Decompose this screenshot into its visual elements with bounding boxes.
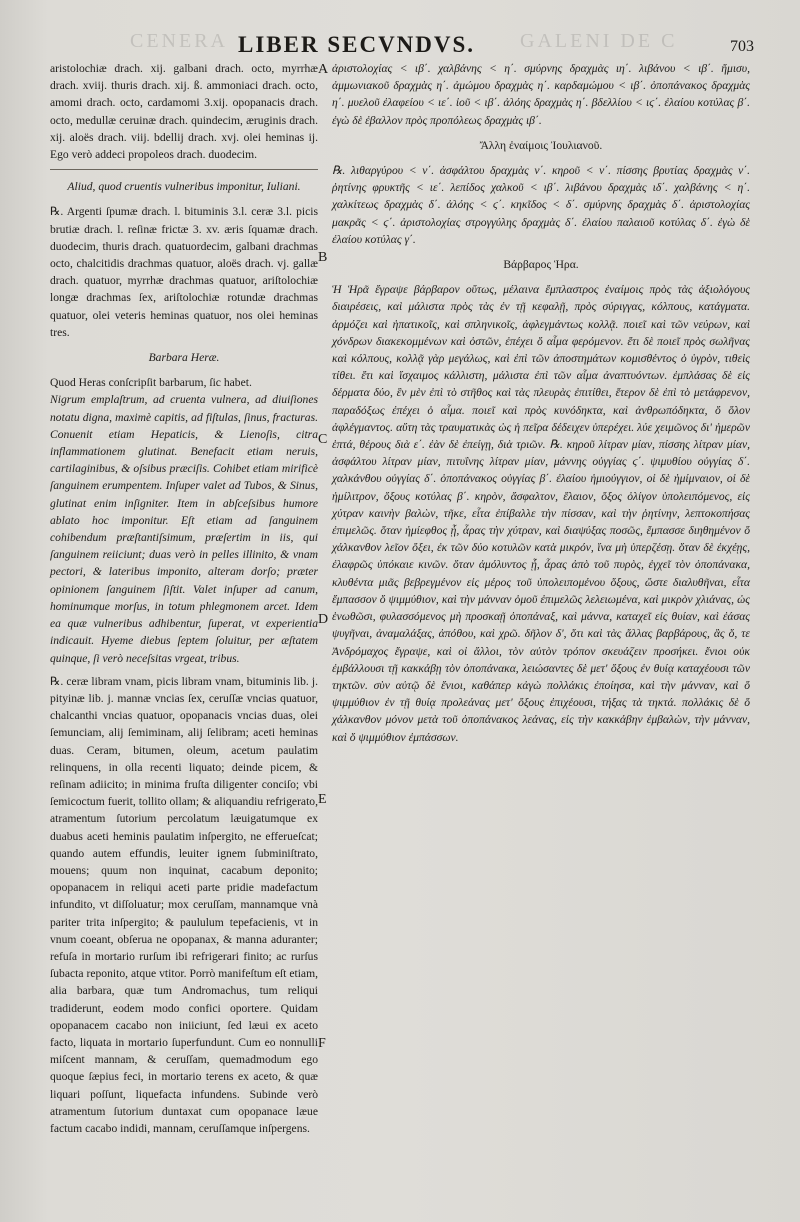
greek-section-title-3: Βάρβαρος Ἡρα.: [503, 258, 579, 272]
greek-section-title-2: Ἄλλη ἐναίμοις Ἰουλιανοῦ.: [479, 138, 603, 152]
greek-paragraph-1: ἀριστολοχίας < ιβ΄. χαλβάνης < η΄. σμύρνης δραχμὰς ιη΄. λιβάνου < ιβ΄. ἥμισυ, ἀμμωνιακοῦ δραχμὰς η΄. ἀμώμου δραχμὰς η΄. καρδαμώμου < ιβ΄. ὀποπάνακος δραχμὰς η΄. μυελοῦ ἐλαφείου < ιε΄. ἰοῦ < ιβ΄. ἀλόης δραχμὰς η΄. βδελλίου < ιϛ΄. ἐλαίου κοτύλας β΄. ἐγὼ δὲ ἐβαλλον πρὸς προπόλεως δραχμὰς ιβ΄.: [332, 62, 750, 127]
margin-marker-f: F: [318, 1036, 326, 1051]
latin-section-title-2: Aliud, quod cruentis vulneribus imponitur, Iuliani.: [67, 180, 301, 194]
greek-column: [332, 60, 750, 752]
page-number: 703: [730, 38, 754, 55]
margin-marker-d: D: [318, 612, 329, 627]
bleed-through-text-left: CENERA: [130, 30, 228, 52]
margin-marker-a: A: [318, 62, 329, 77]
margin-marker-c: C: [318, 432, 328, 447]
greek-paragraph-2: ℞. λιθαργύρου < ν΄. ἀσφάλτου δραχμὰς ν΄. κηροῦ < ν΄. πίσσης βρυτίας δραχμὰς ν΄. ῥητίνης φρυκτῆς < ιε΄. λεπίδος χαλκοῦ < ιβ΄. λιβάνου δραχμὰς ιδ΄. χαλβάνης < η΄. χαλκίτεως δραχμὰς δ΄. ἀλόης < ϛ΄. κηκῖδος < δ΄. σμύρνης δραχμὰς δ΄. ἀριστολοχίας μακρᾶς < ϛ΄. ἀριστολοχίας στρογγύλης δραχμὰς δ΄. ἐλαίου παλαιοῦ κοτύλας δ΄. ἐγὼ δὲ ἐλαίου κοτύλας γ΄.: [332, 164, 750, 246]
greek-paragraph-3: Ἡ Ἡρᾶ ἔγραψε βάρβαρον οὕτως, μέλαινα ἔμπλαστρος ἐναίμοις πρὸς τὰς ἀξιολόγους διαιρέσεις, καὶ μάλιστα πρὸς τὰς ἐν τῇ κεφαλῇ, πρὸς σύριγγας, κόλπους, κατάγματα. ἁρμόζει καὶ ἡπατικοῖς, καὶ σπληνικοῖς, ἀφλεγμάντως κολλᾷ. ποιεῖ καὶ τῶν νεύρων, καὶ χόνδρων διακεκομμένων καὶ ὀστῶν, ἐπέχει ὅ αἷμα φερόμενον. ἔτι δὲ ποιεῖ πρὸς σωλῆνας καὶ κόλπους, κολλᾷ γὰρ μεγάλως, καὶ ἐπὶ τῶν ἀποστημάτων κομισθέντος ὁ ὑγρὸν, τιθεὶς τίθει. ἔτι καὶ ἴσχαιμος κάλλιστη, μάλιστα ἐπὶ τῶν αἷμα ἀναπτυόντων. ἐμπλάσας δὲ εἰς δέρματα δύο, ἓν μὲν ἐπὶ τὸ στῆθος καὶ τὰς πλευρὰς ἐπιτίθει, ἕτερον δὲ ἐπὶ τὸ μετάφρενον, παραδόξως ἐπέχει ὁ αἷμα. ποιεῖ καὶ πρὸς κυνόδηκτα, καὶ ἀνθρωπόδηκτα, ὅ ὅλον ἀφλέγμαντος. αὕτη τὰς τραυματικὰς ὡς ἡ πεῖρα δέδειχεν ὑπερέχει. λύε χειμῶνος δι' ἡμερῶν ἑπτά, θέρους διὰ ε΄. ἐὰν δὲ ἐπείγῃ, διὰ τριῶν. ℞. κηροῦ λίτραν μίαν, πίσσης λίτραν μίαν, ἀσφάλτου λίτραν μίαν, πιτυΐνης λίτραν μίαν, μάννης οὐγγίας ϛ΄. ψιμυθίου οὐγγίας δ΄. χαλκάνθου οὐγγίας δ΄. ὀποπάνακος οὐγγίας β΄. ἐλαίου ἡμιούγγιον, οἱ δὲ ἡμίμναιον, οἱ δὲ ἡμίλιτρον, ὄξους κοτύλας β΄. κηρὸν, ἄσφαλτον, ἔλαιον, ὄξος ὀλίγον ὑπολειπόμενος, εἰς χύτραν καινὴν βαλὼν, τῆκε, εἶτα ἐπίβαλλε τὴν πίσσαν, καὶ τὴν ῥητίνην, λεπτοκοπήσας ἐπιμελῶς. ὅταν ἡμίεφθος ᾖ, ἆρας τὴν χύτραν, καὶ διαψύξας ποσῶς, ἔμπασσε διηθημένον ὅ χάλκανθον λεῖον ὄξει, ἐκ τῶν δύο κοτυλῶν κατὰ μικρόν, ἵνα μὴ ὑπερζέσῃ. ὅταν δὲ ἐκχέῃς, ἐλαφρῶς ὑπόκαιε κινῶν. ὅταν ἀμόλυντος ᾖ, ἆρας ἀπὸ τοῦ πυρὸς, ἐγχεῖ τὸν ὀποπάνακα, κλυθέντα μιᾶς βεβρεγμένον εἰς μέρος τοῦ ὑπολειπομένου ὄξους, ὥστε διαλυθῆναι, εἶτα ἔμπασσον ὅ ψιμμύθιον, καὶ τὴν μάνναν ὁμοῦ ἐπιμελῶς λελειωμένα, καὶ μικρὸν χλιάνας, ὡς ἑνωθῶσι, φυλασσόμενος μὴ προσκαῇ ὀποπάναξ, καὶ μάννα, καταχεῖ εἰς θυίαν, καὶ ἐάσας ψυγῆναι, ἀναμαλάξας, ἀπόθου, καὶ χρῶ. δῆλον δ', ὅτι καὶ τὰς ἄλλας βαρβάρους, ἃς ὅ, τε Ἀνδρόμαχος ἔγραψε, καὶ οἱ ἄλλοι, τὸν αὐτὸν τρόπον σκευάζειν προσήκει. ἔνιοι οὐκ ἐμβάλλουσι τῇ κακκάβῃ τὸν ὀποπάνακα, λειώσαντες δὲ μετ' ὄξους ἐν θυίᾳ καταχέουσι τῶν τηκτῶν. σὺν αὐτῷ δὲ ἔνιοι, καθάπερ κἀγὼ πολλάκις ἐποίησα, καὶ τὴν μάνναν, καὶ ὅ ψιμμύθιον ἐν τῇ θυίᾳ προλεάνας μετ' ὄξους ἐπιχέουσι, τήξας τὰ τηκτά. πολλάκις δὲ ὅ χάλκανθον μόνον μετὰ τοῦ ὀποπάνακος λεάνας, εἰς τὴν κακκάβην ἐμβαλὼν, τὴν μάνναν, καὶ ὅ ψιμμύθιον ἐμπάσσων.: [332, 283, 750, 744]
latin-column: [50, 60, 318, 1143]
latin-paragraph-3b: Nigrum emplaſtrum, ad cruenta vulnera, ad diuiſiones notatu digna, maximè capitis, ad fiſtulas, ſinus, fracturas. Conuenit etiam Hepaticis, & Lienoſis, citra inflammationem glutinat. Benefacit etiam neruis, cartilaginibus, & oſsibus præciſis. Cohibet etiam mirificè ſanguinem erumpentem. Inſuper valet ad Tubos, & Sinus, glutinat enim inſigniter. Item in abſceſsibus humore ablato hoc imponitur. Eſt etiam ad ſanguinem cohibendum præſtantiſsimum, præſertim in iis, qui ſanguinem reiiciunt; duas verò in pelles illinito, & vnam pectori, & lateribus imponito, alteram dorſo; præter opinionem ſanguinem ſiſtit. Valet inſuper ad canum, hominumque morſus, in totum phlegmonem arcet. Idem ea quæ vulneribus adhibentur, ſuperat, vt experientia indicauit. Hyeme diebus ſeptem ſoluitur, per æſtatem quinque, ſi verò neceſsitas vrgeat, tribus.: [50, 393, 318, 665]
latin-paragraph-1: aristolochiæ drach. xij. galbani drach. octo, myrrhæ drach. xviij. thuris drach. xij. ß. ammoniaci drach. octo, amomi drach. octo, cardamomi 3.xij. opopanacis drach. octo, medullæ ceruinæ drach. quindecim, æruginis drach. xij. aloës drach. viij. bdellij drach. xvj. olei heminas ij. Ego verò addeci propoleos drach. duodecim.: [50, 62, 318, 162]
margin-marker-b: B: [318, 250, 328, 265]
latin-section-title-3: Barbara Heræ.: [148, 351, 220, 365]
running-title: LIBER SECVNDVS.: [238, 32, 476, 57]
section-divider: [50, 169, 318, 170]
margin-marker-e: E: [318, 792, 327, 807]
latin-paragraph-3a: Quod Heras conſcripſit barbarum, ſic habet.: [50, 376, 252, 390]
bleed-through-text-right: GALENI DE C: [520, 30, 678, 52]
latin-paragraph-2: ℞. Argenti ſpumæ drach. l. bituminis 3.l. ceræ 3.l. picis brutiæ drach. l. reſinæ frictæ 3. xv. æris ſquamæ drach. duodecim, thuris drach. quatuordecim, galbani drachmas octo, chalcitidis drachmas quatuor, aloës drach. vj. gallæ drach. quatuor, myrrhæ drachmas quatuor, ariſtolochiæ longæ drachmas ſex, ariſtolochiæ rotundæ drachmas quatuor, olei veteris heminas quatuor, nos olei heminas tres.: [50, 205, 318, 339]
latin-paragraph-3c: ℞. ceræ libram vnam, picis libram vnam, bituminis lib. j. pityinæ lib. j. mannæ vncias ſex, ceruſſæ vncias quatuor, chalcanthi vncias quatuor, opopanacis vncias duas, olei ſemunciam, alij ſemiminam, alij ſelibram; aceti heminas duas. Ceram, bitumen, oleum, acetum paulatim relinquens, in olla recenti liquato; deinde picem, & reſinam adiicito; in minima fruſta diligenter conciſo; vbi ſemicoctum fuerit, tollito ollam; & aliquandiu refrigerato, atramentum ſutorium percolatum læuigatumque ex duabus aceti heminis paulatim inſpergito, ne efferueſcat; quando autem effundis, leuiter ignem ſubminiſtrato, mouens; quum non inquinat, cacabum deponito; opopanacem in reliqui aceti parte pridie madefactum infundito, vt diſſoluatur; mox ceruſſam, mannamque vnà pariter trita inſpergito; & paululum tepefacienis, vt in vnum coeant, obſerua ne opopanax, & manna aduranter; refuſa in mortario rurſum ibi refrigerari finito; ac rurſus ſubacta reponito, atque vtitor. Porrò manifeſtum eſt etiam, alia barbara, quæ tum Andromachus, tum reliqui tradiderunt, eodem modo confici oportere. Quidam opopanacem cacabo non iniiciunt, ſed læui ex aceto facto, liquata in mortario ſuperfundunt. Cum eo nonnulli miſcent mannam, & ceruſſam, quemadmodum ego quoque ſæpius feci, in mortario terens ex aceto, & quæ liquari poſſunt, liquefacta infundens. Subinde verò atramentum ſutorium duntaxat cum opopanace læue factum cacabo indidi, mannam, ceruſſamque inſpergens.: [50, 674, 318, 1135]
